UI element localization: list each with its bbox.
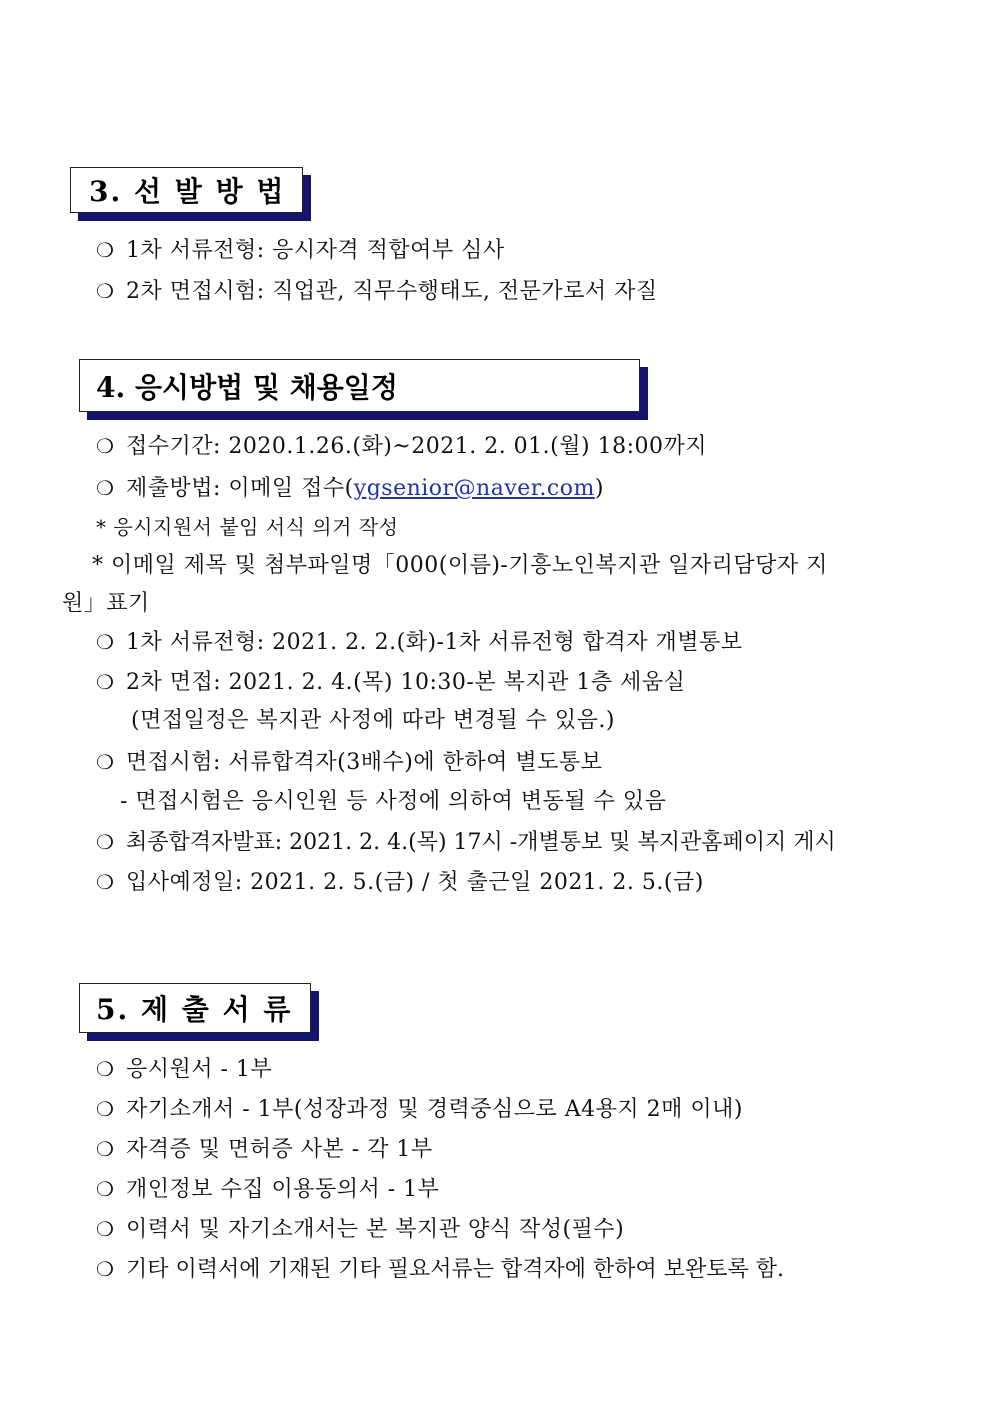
method-suffix: ) <box>594 476 604 501</box>
circle-bullet-icon: ❍ <box>96 1137 115 1161</box>
note-text: * 이메일 제목 및 첨부파일명「000(이름)-기흥노인복지관 일자리담당자 지 <box>92 553 828 578</box>
list-item <box>96 432 707 461</box>
circle-bullet-icon: ❍ <box>96 1057 115 1081</box>
list-item-text: 이력서 및 자기소개서는 본 복지관 양식 작성(필수) <box>126 1217 625 1242</box>
list-item <box>96 828 836 857</box>
list-item <box>96 277 658 306</box>
circle-bullet-icon: ❍ <box>96 1217 115 1241</box>
circle-bullet-icon: ❍ <box>96 1097 115 1121</box>
list-item-text: 2차 면접: 2021. 2. 4.(목) 10:30-본 복지관 1층 세움실 <box>126 670 686 695</box>
list-item-text: 자기소개서 - 1부(성장과정 및 경력중심으로 A4용지 2매 이내) <box>126 1097 743 1122</box>
circle-bullet-icon: ❍ <box>96 434 115 458</box>
circle-bullet-icon: ❍ <box>96 870 115 894</box>
list-item <box>96 236 505 265</box>
list-item <box>96 1135 433 1164</box>
list-item-text: 자격증 및 면허증 사본 - 각 1부 <box>126 1137 433 1162</box>
list-item <box>96 628 742 657</box>
circle-bullet-icon: ❍ <box>96 279 115 303</box>
method-text: 제출방법: 이메일 접수( <box>126 476 354 501</box>
list-item-text: 입사예정일: 2021. 2. 5.(금) / 첫 출근일 2021. 2. 5.(금) <box>126 870 704 895</box>
section-5-title: 5. 제 출 서 류 <box>96 993 293 1026</box>
list-item-text: 기타 이력서에 기재된 기타 필요서류는 합격자에 한하여 보완토록 함. <box>126 1257 784 1282</box>
list-item <box>96 474 604 503</box>
circle-bullet-icon: ❍ <box>96 1177 115 1201</box>
list-item-text: 1차 서류전형: 응시자격 적합여부 심사 <box>126 238 505 263</box>
circle-bullet-icon: ❍ <box>96 670 115 694</box>
list-item <box>96 748 602 777</box>
circle-bullet-icon: ❍ <box>96 476 115 500</box>
list-item <box>96 1255 784 1284</box>
note-text-cont: 원」표기 <box>62 591 150 616</box>
list-item <box>96 1055 272 1084</box>
list-item <box>96 1175 439 1204</box>
circle-bullet-icon: ❍ <box>96 238 115 262</box>
list-item-text: 개인정보 수집 이용동의서 - 1부 <box>126 1177 440 1202</box>
section-3-heading <box>70 167 303 213</box>
list-item <box>96 1215 624 1244</box>
list-item <box>96 668 685 697</box>
note-text: * 응시지원서 붙임 서식 의거 작성 <box>96 515 399 539</box>
circle-bullet-icon: ❍ <box>96 750 115 774</box>
circle-bullet-icon: ❍ <box>96 830 115 854</box>
email-link[interactable]: ygsenior@naver.com <box>353 476 595 501</box>
list-item-text: 1차 서류전형: 2021. 2. 2.(화)-1차 서류전형 합격자 개별통보 <box>126 630 743 655</box>
list-item <box>96 868 704 897</box>
list-item-text: 응시원서 - 1부 <box>126 1057 273 1082</box>
section-3-title: 3. 선 발 방 법 <box>89 175 286 208</box>
section-4-heading <box>79 359 640 412</box>
section-4-title: 4. 응시방법 및 채용일정 <box>96 370 398 404</box>
period-text: 접수기간: 2020.1.26.(화)~2021. 2. 01.(월) 18:00까지 <box>126 434 707 459</box>
list-item-text: 면접시험: 서류합격자(3배수)에 한하여 별도통보 <box>126 750 603 775</box>
list-item <box>96 1095 743 1124</box>
list-item-text: 최종합격자발표: 2021. 2. 4.(목) 17시 -개별통보 및 복지관홈페이지 게시 <box>126 830 836 855</box>
list-item-text: 2차 면접시험: 직업관, 직무수행태도, 전문가로서 자질 <box>126 279 658 304</box>
interview-exam-note: - 면접시험은 응시인원 등 사정에 의하여 변동될 수 있음 <box>120 789 667 814</box>
circle-bullet-icon: ❍ <box>96 1257 115 1281</box>
circle-bullet-icon: ❍ <box>96 630 115 654</box>
interview-note: (면접일정은 복지관 사정에 따라 변경될 수 있음.) <box>131 708 615 733</box>
section-5-heading <box>79 983 311 1033</box>
